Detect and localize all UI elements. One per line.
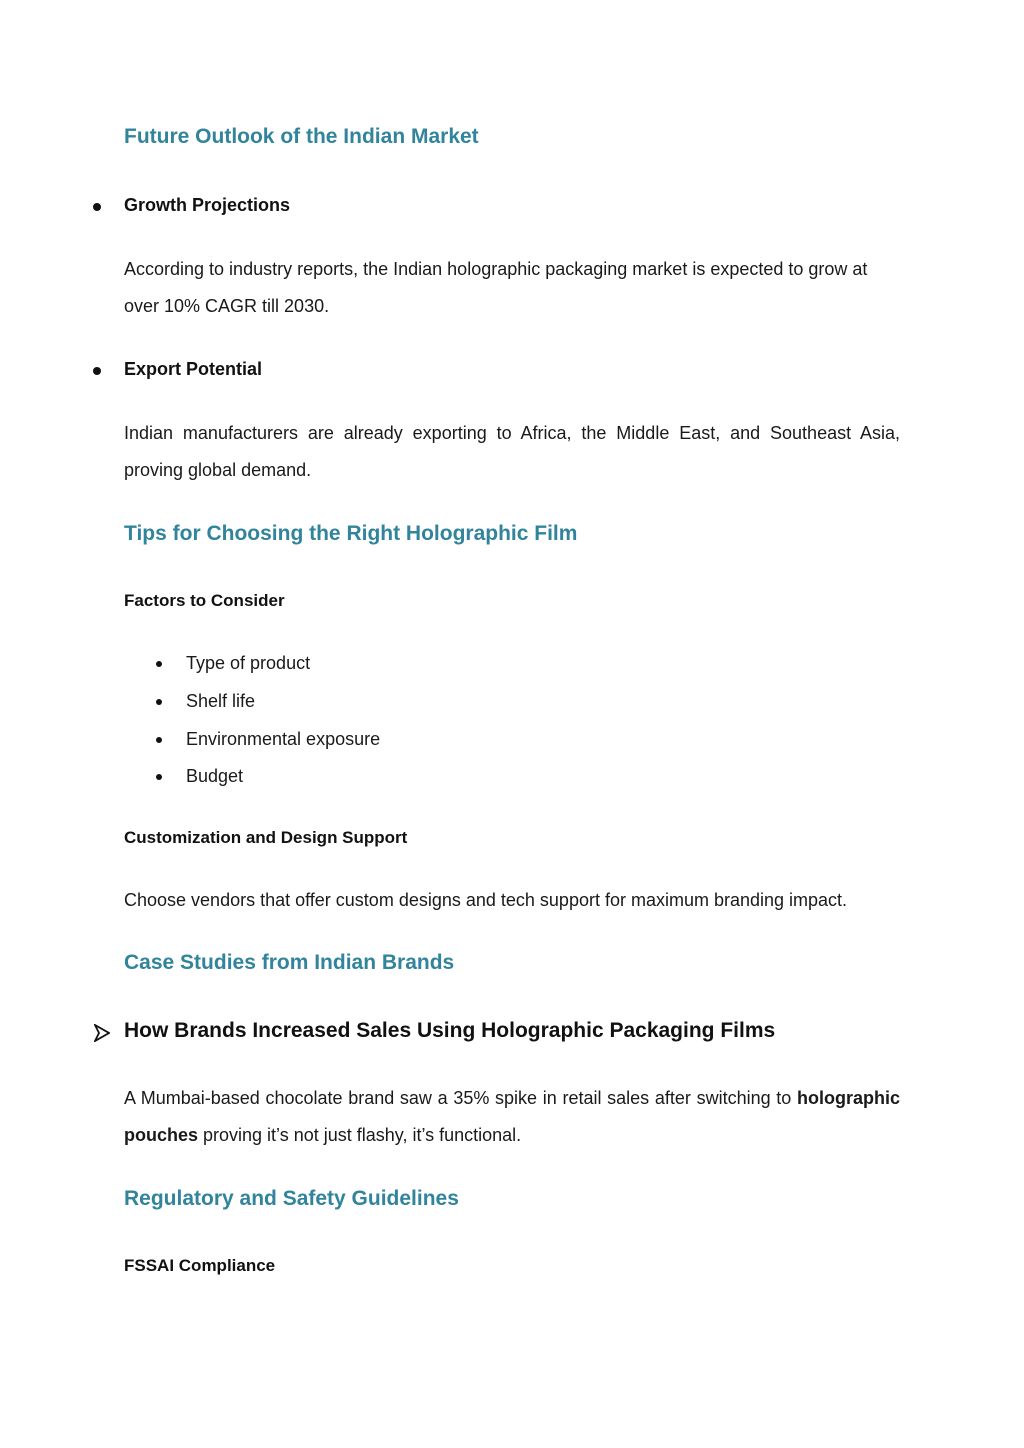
section-heading-case-studies: Case Studies from Indian Brands [124,951,455,974]
bullet-icon [156,774,162,780]
case-study-text-start: A Mumbai-based chocolate brand saw a 35% spike in retail sales after switching to [124,1088,797,1108]
bullet-icon [156,737,162,743]
factor-item: Shelf life [186,691,256,711]
case-study-text [124,1080,900,1154]
factor-item: Environmental exposure [186,729,381,749]
bullet-icon [156,661,162,667]
section-heading-regulatory: Regulatory and Safety Guidelines [124,1187,459,1210]
section-heading-future-outlook: Future Outlook of the Indian Market [124,125,479,148]
arrowhead-bullet-icon [94,1024,110,1042]
export-potential-text: Indian manufacturers are already exporting to Africa, the Middle East, and Southeast Asia, proving global demand. [124,423,900,480]
bullet-icon [93,367,101,375]
case-study-text-bold: holographic pouches [124,1088,900,1145]
factor-item: Budget [186,766,244,786]
case-study-text-end: proving it’s not just flashy, it’s functional. [198,1125,522,1145]
bullet-icon [93,203,101,211]
customization-heading: Customization and Design Support [124,828,408,847]
fssai-heading: FSSAI Compliance [124,1256,276,1275]
case-study-subheading: How Brands Increased Sales Using Holographic Packaging Films [124,1019,776,1042]
growth-projections-text: According to industry reports, the Indian holographic packaging market is expected to grow at over 10% CAGR till 2030. [124,259,868,316]
bullet-icon [156,699,162,705]
customization-text: Choose vendors that offer custom designs and tech support for maximum branding impact. [124,890,848,910]
section-heading-tips: Tips for Choosing the Right Holographic Film [124,522,578,545]
growth-projections-heading: Growth Projections [124,195,291,215]
factor-item: Type of product [186,653,311,673]
export-potential-heading: Export Potential [124,359,263,379]
factors-heading: Factors to Consider [124,591,285,610]
